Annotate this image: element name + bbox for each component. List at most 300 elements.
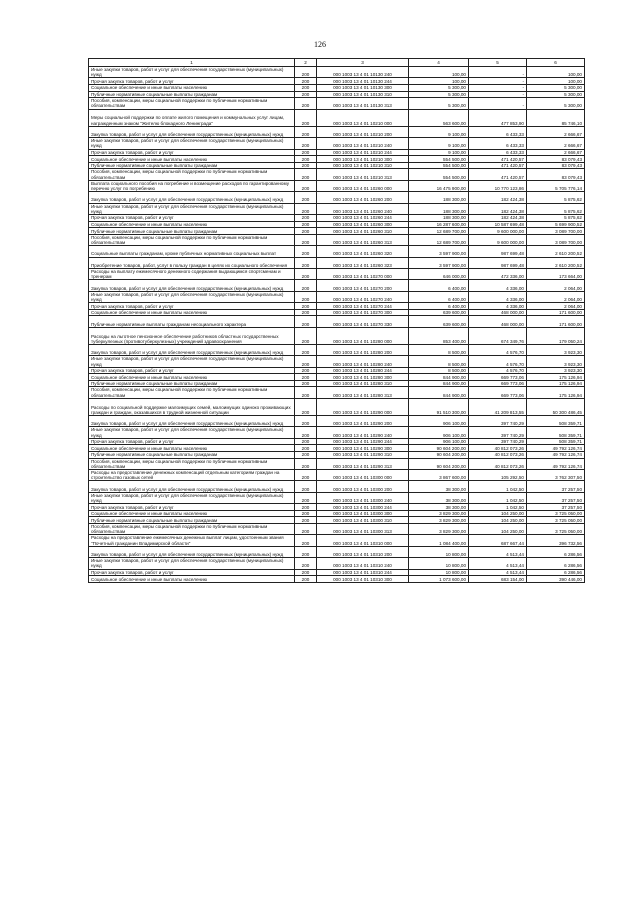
table-row (89, 268, 585, 279)
row-code (295, 470, 317, 481)
row-name-text: Иные закупки товаров, работ и услуг для обеспечения государственных (муниципальных) нужд (91, 67, 284, 78)
row-remainder (527, 398, 585, 415)
row-plan-text: 3 829 300,00 (439, 529, 466, 535)
row-executed (469, 517, 527, 524)
row-kbk (317, 180, 409, 191)
row-name-text: Пособия, компенсации, меры социальной поддержки по публичным нормативным обязательствам (91, 169, 268, 180)
row-name (89, 98, 295, 109)
row-executed-text: 40 812 073,26 (494, 445, 524, 451)
row-plan (409, 85, 469, 92)
row-kbk (317, 85, 409, 92)
row-plan-text: 3 597 900,00 (439, 251, 466, 257)
table-row (89, 481, 585, 492)
row-remainder (527, 367, 585, 374)
row-kbk-text: 000 1003 13 4 01 10310 200 (333, 552, 392, 558)
row-kbk (317, 221, 409, 228)
row-kbk (317, 356, 409, 367)
row-plan-text: 100,00 (451, 72, 466, 78)
row-plan-text: 100,00 (451, 78, 466, 84)
row-name (89, 504, 295, 511)
row-kbk-text: 000 1003 13 4 01 10310 000 (333, 540, 392, 546)
row-name (89, 438, 295, 445)
row-code (295, 67, 317, 78)
row-kbk (317, 162, 409, 169)
row-plan-text: 6 400,00 (448, 285, 466, 291)
row-name (89, 569, 295, 576)
row-plan-text: 6 400,00 (448, 296, 466, 302)
row-executed-text: 1 042,50 (506, 498, 524, 504)
row-executed (469, 138, 527, 149)
row-kbk-text: 000 1003 13 4 01 10300 240 (333, 498, 392, 504)
row-kbk-text: 000 1003 13 4 01 10210 200 (333, 131, 392, 137)
row-kbk-text: 000 1003 13 4 01 10270 244 (333, 303, 392, 309)
row-kbk (317, 169, 409, 180)
row-plan-text: 8 500,00 (448, 368, 466, 374)
row-plan-text: 8 500,00 (448, 350, 466, 356)
row-remainder (527, 169, 585, 180)
row-name (89, 303, 295, 310)
row-kbk (317, 291, 409, 302)
row-plan-text: 38 300,00 (445, 498, 466, 504)
row-plan-text: 5 300,00 (448, 85, 466, 91)
row-kbk-text: 000 1003 13 4 01 10290 300 (333, 445, 392, 451)
row-kbk-text: 000 1003 13 4 01 10210 310 (333, 163, 392, 169)
row-remainder-text: 6 286,56 (564, 552, 582, 558)
row-kbk (317, 344, 409, 355)
row-name-text: Выплата социального пособия на погребение и возмещение расходов по гарантированному перечню услуг по погребению (91, 180, 289, 191)
row-code-text: 200 (301, 421, 310, 427)
row-name-text: Социальное обеспечение и иные выплаты населению (91, 374, 208, 380)
row-code (295, 546, 317, 557)
row-code (295, 180, 317, 191)
table-row (89, 98, 585, 109)
table-row (89, 517, 585, 524)
row-executed (469, 445, 527, 452)
row-plan-text: 5 300,00 (448, 103, 466, 109)
row-remainder-text: 49 792 126,74 (552, 452, 582, 458)
row-name-text: Социальное обеспечение и иные выплаты населению (91, 85, 208, 91)
row-code-text: 200 (301, 131, 310, 137)
row-remainder (527, 535, 585, 546)
row-plan-text: 188 300,00 (443, 208, 466, 214)
row-plan (409, 162, 469, 169)
row-code-text: 200 (301, 392, 310, 398)
row-executed (469, 156, 527, 163)
row-remainder (527, 438, 585, 445)
row-name (89, 78, 295, 85)
row-plan (409, 214, 469, 221)
row-code (295, 228, 317, 235)
row-kbk (317, 280, 409, 291)
row-plan (409, 344, 469, 355)
row-name-text: Публичные нормативные социальные выплаты гражданам (91, 91, 218, 97)
table-row (89, 558, 585, 569)
row-code-text: 200 (301, 296, 310, 302)
row-executed-text: 4 513,44 (506, 563, 524, 569)
row-kbk-text: 000 1003 13 4 01 10130 240 (333, 72, 392, 78)
row-executed (469, 535, 527, 546)
table-row (89, 367, 585, 374)
row-code (295, 149, 317, 156)
row-plan (409, 109, 469, 126)
row-executed-text: 397 740,29 (501, 421, 524, 427)
row-remainder (527, 214, 585, 221)
row-name-text: Иные закупки товаров, работ и услуг для обеспечения государственных (муниципальных) нужд (91, 291, 284, 302)
table-row (89, 156, 585, 163)
row-executed-text: 471 420,57 (501, 163, 524, 169)
row-name-text: Закупка товаров, работ и услуг для обеспечения государственных (муниципальных) нужд (91, 486, 284, 492)
row-kbk (317, 524, 409, 535)
column-header: 1 (89, 59, 295, 67)
row-code-text: 200 (301, 103, 310, 109)
row-executed-text: 9 600 000,00 (497, 239, 524, 245)
row-code-text: 200 (301, 156, 310, 162)
row-name (89, 481, 295, 492)
row-executed-text: 669 773,06 (501, 392, 524, 398)
row-code-text: 200 (301, 85, 310, 91)
row-remainder (527, 481, 585, 492)
row-kbk-text: 000 1003 13 4 01 10260 310 (333, 228, 392, 234)
row-plan (409, 438, 469, 445)
table-row (89, 492, 585, 503)
row-code (295, 416, 317, 427)
row-kbk (317, 138, 409, 149)
table-row (89, 438, 585, 445)
row-executed (469, 85, 527, 92)
table-row (89, 380, 585, 387)
row-remainder (527, 356, 585, 367)
row-remainder (527, 303, 585, 310)
row-code-text: 200 (301, 321, 310, 327)
row-plan (409, 268, 469, 279)
table-row (89, 374, 585, 381)
row-remainder-text: 83 079,43 (561, 163, 582, 169)
row-kbk (317, 452, 409, 459)
row-name-text: Прочая закупка товаров, работ и услуг (91, 439, 174, 445)
row-kbk (317, 109, 409, 126)
row-executed-text: 397 740,29 (501, 432, 524, 438)
row-plan (409, 180, 469, 191)
row-kbk-text: 000 1003 13 4 01 10280 300 (333, 374, 392, 380)
row-name-text: Прочая закупка товаров, работ и услуг (91, 215, 174, 221)
row-plan (409, 387, 469, 398)
row-kbk-text: 000 1003 13 4 01 10280 200 (333, 350, 392, 356)
row-code (295, 156, 317, 163)
row-remainder (527, 416, 585, 427)
row-code (295, 558, 317, 569)
row-name-text: Расходы по социальной поддержке малоимущих семей, малоимущих одиноко проживающих граждан и граждан, оказавшихся в трудной жизненной ситуации (91, 404, 291, 415)
row-remainder-text: 83 079,43 (561, 156, 582, 162)
column-header: 2 (295, 59, 317, 67)
row-code-text: 200 (301, 368, 310, 374)
row-remainder-text: 2 666,67 (564, 149, 582, 155)
row-plan-text: 10 800,00 (445, 563, 466, 569)
row-executed-text: 397 740,29 (501, 439, 524, 445)
row-code (295, 427, 317, 438)
table-row (89, 546, 585, 557)
row-code-text: 200 (301, 72, 310, 78)
row-name-text: Прочая закупка товаров, работ и услуг (91, 78, 174, 84)
row-code (295, 517, 317, 524)
row-kbk-text: 000 1003 13 4 01 10260 313 (333, 239, 392, 245)
row-name-text: Пособия, компенсации, меры социальной поддержки по публичным нормативным обязательствам (91, 524, 268, 535)
row-remainder (527, 85, 585, 92)
table-row (89, 180, 585, 191)
table-row (89, 356, 585, 367)
row-kbk (317, 126, 409, 137)
row-remainder-text: 3 923,30 (564, 350, 582, 356)
row-plan (409, 192, 469, 203)
row-code-text: 200 (301, 91, 310, 97)
row-executed-text: 4 576,70 (506, 361, 524, 367)
row-name-text: Закупка товаров, работ и услуг для обеспечения государственных (муниципальных) нужд (91, 197, 284, 203)
row-plan-text: 16 475 900,00 (436, 185, 466, 191)
row-name-text: Иные закупки товаров, работ и услуг для обеспечения государственных (муниципальных) нужд (91, 492, 284, 504)
header-row (89, 59, 585, 67)
row-remainder-text: 2 610 200,52 (555, 262, 582, 268)
row-plan (409, 280, 469, 291)
row-remainder (527, 67, 585, 78)
row-executed-text: 674 349,76 (501, 338, 524, 344)
row-remainder-text: 173 664,00 (559, 274, 582, 280)
row-name (89, 221, 295, 228)
row-executed (469, 510, 527, 517)
row-name (89, 309, 295, 316)
row-kbk (317, 228, 409, 235)
row-name-text: Социальное обеспечение и иные выплаты населению (91, 445, 208, 451)
row-kbk-text: 000 1003 13 4 01 10310 244 (333, 570, 392, 576)
row-remainder (527, 327, 585, 344)
row-plan (409, 576, 469, 583)
row-plan-text: 554 500,00 (443, 163, 466, 169)
row-plan (409, 535, 469, 546)
row-executed-text: 683 154,00 (501, 576, 524, 582)
row-executed (469, 546, 527, 557)
row-remainder (527, 98, 585, 109)
row-kbk (317, 98, 409, 109)
row-code-text: 200 (301, 361, 310, 367)
row-executed (469, 374, 527, 381)
row-kbk-text: 000 1003 13 4 01 10290 240 (333, 432, 392, 438)
row-code-text: 200 (301, 498, 310, 504)
row-name-text: Публичные нормативные социальные выплаты гражданам (91, 452, 218, 458)
column-header: 3 (317, 59, 409, 67)
row-remainder-text: 5 875,62 (564, 208, 582, 214)
row-kbk-text: 000 1003 13 4 01 10270 000 (333, 274, 392, 280)
row-executed-text: 41 209 813,55 (494, 409, 524, 415)
row-plan-text: 844 900,00 (443, 381, 466, 387)
row-kbk-text: 000 1003 13 4 01 10130 313 (333, 103, 392, 109)
row-remainder-text: 100,00 (567, 72, 582, 78)
row-remainder (527, 291, 585, 302)
row-remainder (527, 91, 585, 98)
row-code-text: 200 (301, 221, 310, 227)
row-executed-text: 472 336,00 (501, 274, 524, 280)
budget-execution-table (88, 58, 585, 583)
row-remainder-text: 6 286,56 (564, 570, 582, 576)
row-name (89, 203, 295, 214)
row-kbk (317, 398, 409, 415)
row-executed-text: 4 513,44 (506, 552, 524, 558)
row-code (295, 387, 317, 398)
row-kbk (317, 303, 409, 310)
row-plan (409, 169, 469, 180)
row-plan-text: 853 400,00 (443, 338, 466, 344)
row-executed-text: 182 424,38 (501, 215, 524, 221)
row-kbk (317, 438, 409, 445)
row-plan (409, 374, 469, 381)
row-executed (469, 344, 527, 355)
row-remainder-text: 37 257,50 (561, 504, 582, 510)
table-row (89, 445, 585, 452)
row-executed (469, 203, 527, 214)
row-code (295, 535, 317, 546)
row-kbk-text: 000 1003 13 4 01 10290 313 (333, 463, 392, 469)
table-row (89, 291, 585, 302)
row-executed-text: 1 042,50 (506, 504, 524, 510)
row-name (89, 546, 295, 557)
row-remainder (527, 126, 585, 137)
row-plan (409, 309, 469, 316)
row-executed (469, 246, 527, 257)
row-plan-text: 639 600,00 (443, 310, 466, 316)
row-kbk (317, 546, 409, 557)
row-plan (409, 228, 469, 235)
row-code (295, 438, 317, 445)
column-header: 5 (469, 59, 527, 67)
row-code-text: 200 (301, 570, 310, 576)
row-kbk-text: 000 1003 13 4 01 10210 244 (333, 149, 392, 155)
row-executed-text: 182 424,38 (501, 197, 524, 203)
row-code-text: 200 (301, 517, 310, 523)
row-code (295, 303, 317, 310)
row-remainder-text: 390 446,00 (559, 576, 582, 582)
column-header: 6 (527, 59, 585, 67)
row-kbk-text: 000 1003 13 4 01 10260 240 (333, 208, 392, 214)
row-code (295, 316, 317, 327)
row-executed (469, 234, 527, 245)
row-kbk-text: 000 1003 13 4 01 10260 320 (333, 251, 392, 257)
table-row (89, 327, 585, 344)
row-remainder-text: 508 359,71 (559, 439, 582, 445)
row-code (295, 192, 317, 203)
row-kbk-text: 000 1003 13 4 01 10280 313 (333, 392, 392, 398)
row-code-text: 200 (301, 149, 310, 155)
row-executed-text: 6 433,33 (506, 131, 524, 137)
row-executed-text: 6 433,33 (506, 143, 524, 149)
row-name (89, 452, 295, 459)
table-row (89, 138, 585, 149)
row-code (295, 398, 317, 415)
row-plan (409, 91, 469, 98)
row-name-text: Социальное обеспечение и иные выплаты населению (91, 156, 208, 162)
row-name-text: Меры социальной поддержки по оплате жилого помещения и коммунальных услуг лицам, награжденным знаком "Жителю блокадного Ленинграда" (91, 115, 285, 126)
row-code-text: 200 (301, 452, 310, 458)
row-name-text: Прочая закупка товаров, работ и услуг (91, 303, 174, 309)
row-plan (409, 452, 469, 459)
row-remainder (527, 156, 585, 163)
row-remainder-text: 3 089 700,00 (555, 228, 582, 234)
row-name-text: Закупка товаров, работ и услуг для обеспечения государственных (муниципальных) нужд (91, 285, 284, 291)
row-remainder (527, 180, 585, 191)
table-row (89, 470, 585, 481)
row-kbk (317, 192, 409, 203)
row-executed-text: 40 812 073,26 (494, 452, 524, 458)
row-code-text: 200 (301, 197, 310, 203)
row-kbk (317, 149, 409, 156)
row-remainder-text: 508 359,71 (559, 432, 582, 438)
table-row (89, 458, 585, 469)
row-name-text: Расходы на предоставление ежемесячных денежных выплат лицам, удостоенным звания "Почетный гражданин Владимирской области" (91, 535, 284, 546)
row-name-text: Расходы на предоставление денежных компенсаций отдельным категориям граждан на строительство газовых сетей (91, 470, 280, 481)
row-executed (469, 524, 527, 535)
row-remainder-text: 5 300,00 (564, 91, 582, 97)
row-remainder-text: 175 126,94 (559, 374, 582, 380)
row-executed-text: 687 667,44 (501, 540, 524, 546)
row-name-text: Иные закупки товаров, работ и услуг для обеспечения государственных (муниципальных) нужд (91, 356, 284, 367)
row-name (89, 380, 295, 387)
row-executed (469, 280, 527, 291)
row-remainder (527, 558, 585, 569)
row-name (89, 291, 295, 302)
row-plan-text: 6 400,00 (448, 303, 466, 309)
row-executed (469, 91, 527, 98)
row-code (295, 367, 317, 374)
row-plan-text: 1 073 600,00 (439, 576, 466, 582)
table-row (89, 344, 585, 355)
row-kbk-text: 000 1003 13 4 01 10260 300 (333, 221, 392, 227)
row-plan-text: 563 600,00 (443, 120, 466, 126)
row-code (295, 510, 317, 517)
row-kbk-text: 000 1003 13 4 01 10210 300 (333, 156, 392, 162)
row-kbk-text: 000 1003 13 4 01 10260 323 (333, 262, 392, 268)
row-remainder-text: 5 300,00 (564, 103, 582, 109)
row-executed (469, 492, 527, 503)
row-code-text: 200 (301, 310, 310, 316)
column-header: 4 (409, 59, 469, 67)
row-plan (409, 316, 469, 327)
row-remainder (527, 576, 585, 583)
row-name-text: Приобретение товаров, работ, услуг в пользу граждан в целях их социального обеспечения (91, 262, 288, 268)
row-remainder (527, 380, 585, 387)
row-name (89, 192, 295, 203)
row-executed (469, 291, 527, 302)
row-remainder-text: 3 725 050,00 (555, 511, 582, 517)
row-remainder-text: 5 705 776,14 (555, 185, 582, 191)
row-name-text: Социальное обеспечение и иные выплаты населению (91, 221, 208, 227)
row-remainder-text: 5 699 900,52 (555, 221, 582, 227)
row-code (295, 445, 317, 452)
table-row (89, 192, 585, 203)
row-code (295, 458, 317, 469)
row-name-text: Пособия, компенсации, меры социальной поддержки по публичным нормативным обязательствам (91, 387, 268, 398)
row-executed (469, 504, 527, 511)
row-plan (409, 67, 469, 78)
row-code-text: 200 (301, 262, 310, 268)
row-remainder-text: 3 762 307,50 (555, 475, 582, 481)
row-name (89, 445, 295, 452)
row-remainder-text: 171 600,00 (559, 310, 582, 316)
row-code (295, 452, 317, 459)
row-code-text: 200 (301, 78, 310, 84)
row-plan (409, 126, 469, 137)
row-plan (409, 98, 469, 109)
table-row (89, 398, 585, 415)
row-code-text: 200 (301, 511, 310, 517)
row-executed-text: 4 336,00 (506, 296, 524, 302)
row-code (295, 126, 317, 137)
row-executed-text: 104 250,00 (501, 517, 524, 523)
